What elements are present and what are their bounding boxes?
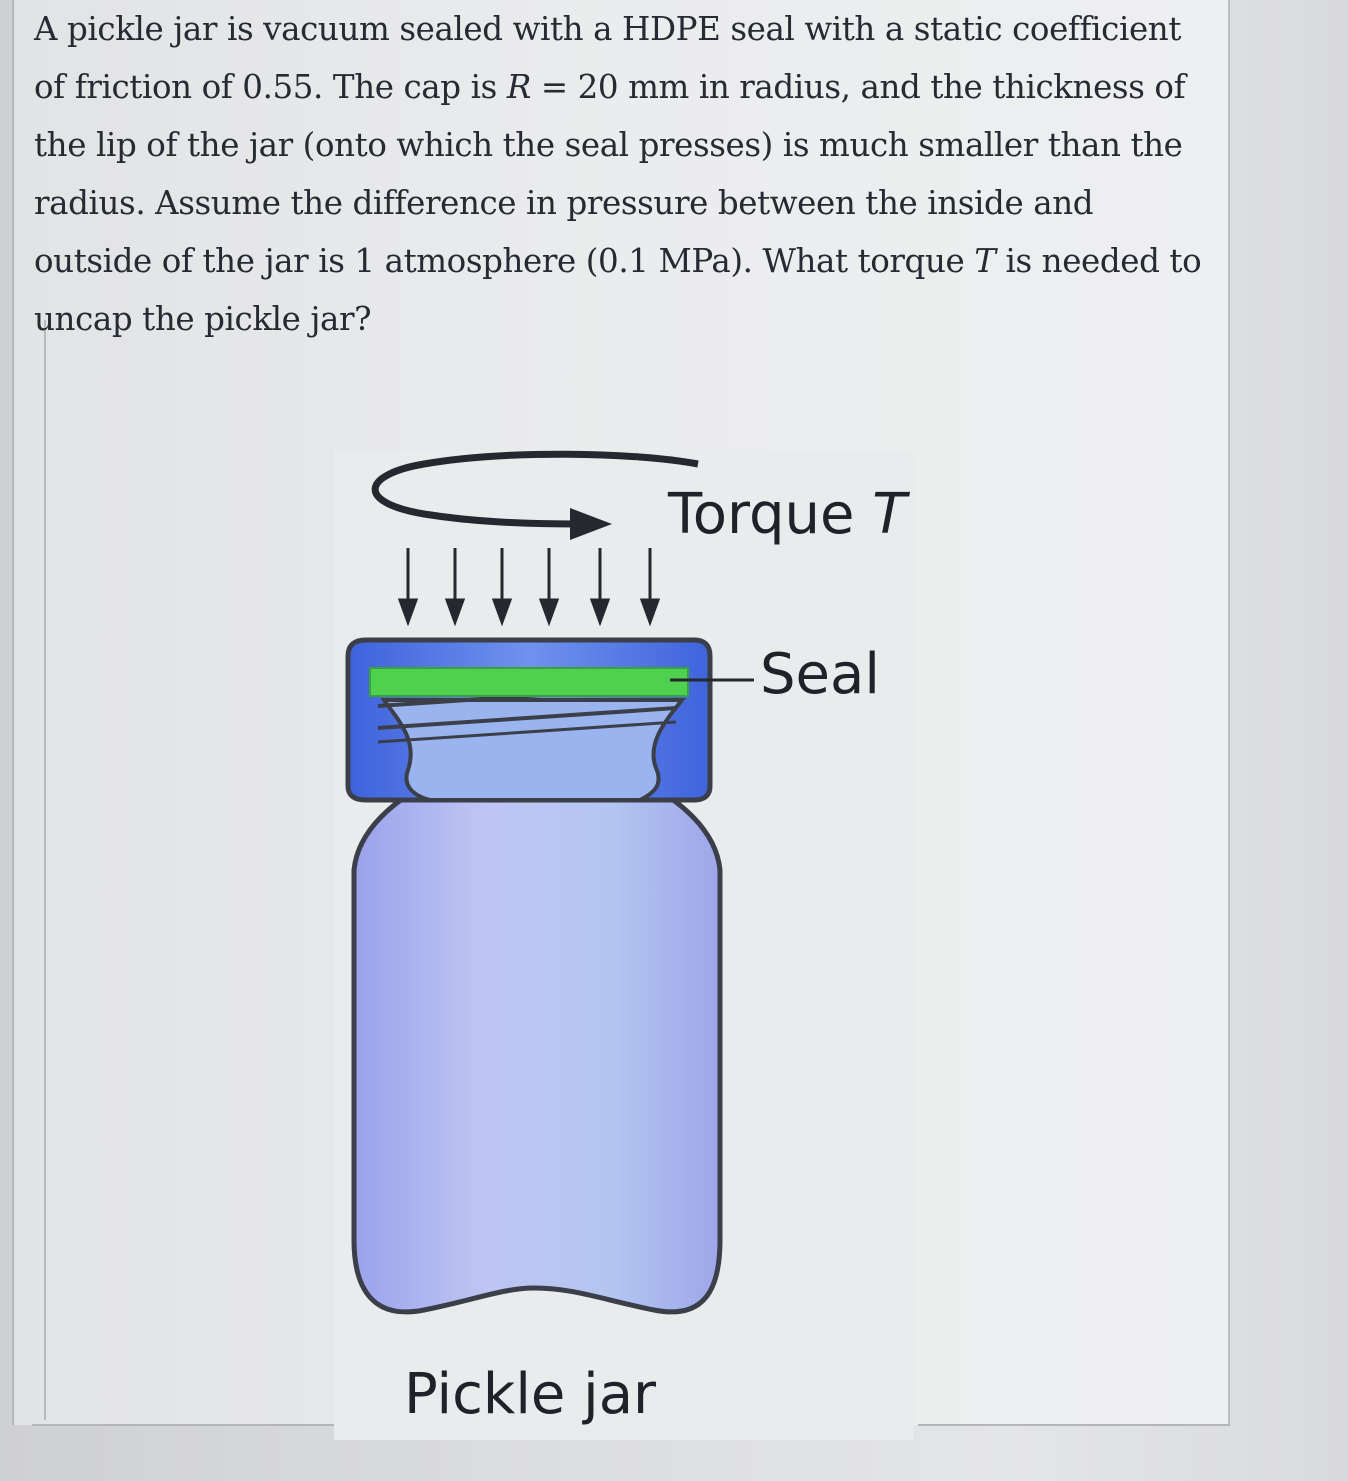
seal-label: Seal xyxy=(760,642,880,707)
question-part-2: = 20 mm in radius, and the thickness of the lip of the jar (onto which the seal presses) is much smaller than the radius. Assume the difference in pressure between the inside and outside of the jar is 1 atmosphere (0.1 MPa). What torque xyxy=(34,68,1186,280)
question-part-3: is needed to uncap the pickle jar? xyxy=(34,242,1202,338)
card-bottom-border-right xyxy=(918,1424,1230,1426)
question-part-1: A pickle jar is vacuum sealed with a HDPE seal with a static coefficient of friction of 0.55. The cap is xyxy=(34,10,1181,106)
torque-label-symbol: T xyxy=(872,482,907,547)
card-bottom-border-left xyxy=(32,1424,344,1426)
pickle-jar-diagram xyxy=(334,450,914,1440)
pickle-jar-illustration xyxy=(334,450,914,1440)
card-inner-border xyxy=(44,320,46,1420)
question-text xyxy=(34,0,1214,348)
jar-cap xyxy=(348,640,710,800)
jar-body xyxy=(354,780,720,1312)
torque-label-text: Torque xyxy=(668,482,873,547)
torque-symbol: T xyxy=(974,242,996,280)
pickle-jar-label: Pickle jar xyxy=(404,1362,657,1427)
seal xyxy=(370,668,688,696)
torque-label xyxy=(668,482,907,547)
radius-symbol: R xyxy=(506,68,531,106)
